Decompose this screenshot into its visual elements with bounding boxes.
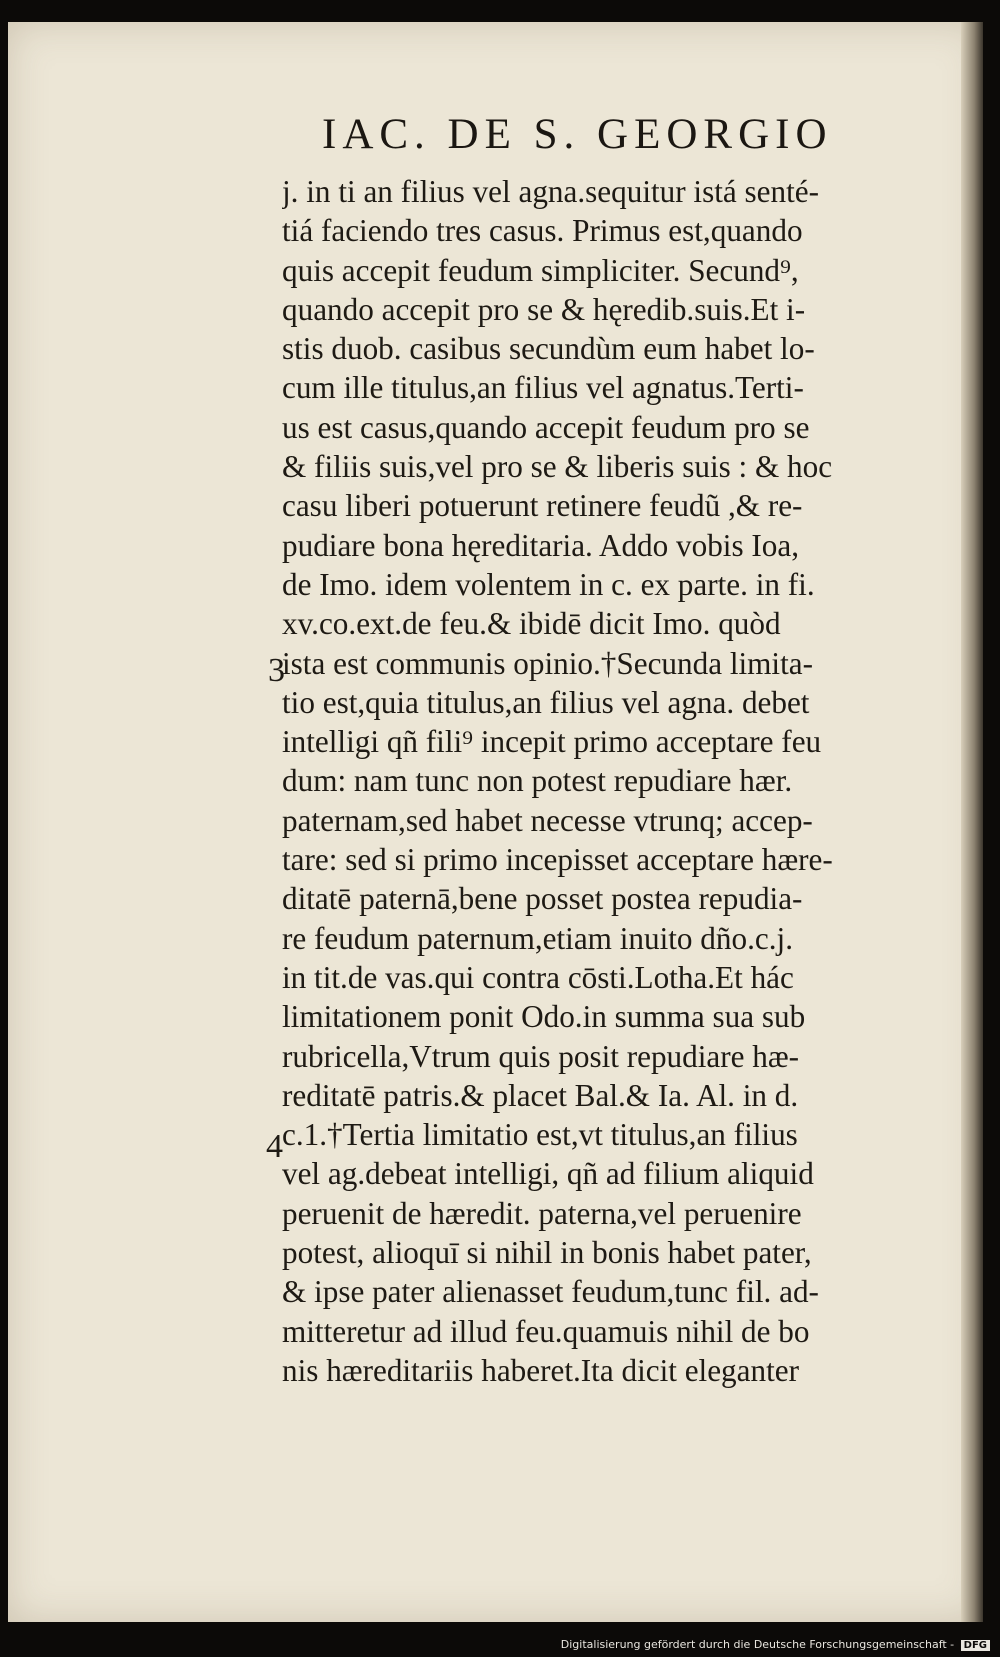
text-line: quando accepit pro se & hęredib.suis.Et i- [282, 291, 806, 327]
text-line: nis hæreditariis haberet.Ita dicit eleganter [282, 1352, 799, 1388]
text-line: de Imo. idem volentem in c. ex parte. in fi. [282, 566, 815, 602]
text-line: dum: nam tunc non potest repudiare hær. [282, 763, 793, 799]
credit-text: Digitalisierung gefördert durch die Deutsche Forschungsgemeinschaft - [560, 1638, 955, 1651]
text-line: intelligi qñ fili⁹ incepit primo acceptare feu [282, 724, 822, 760]
text-line: limitationem ponit Odo.in summa sua sub [282, 999, 806, 1035]
text-line: j. in ti an filius vel agna.sequitur istá senté- [282, 174, 819, 209]
text-line: ista est communis opinio.†Secunda limita- [282, 645, 813, 681]
running-head: IAC. DE S. GEORGIO [322, 111, 833, 158]
text-line: casu liberi potuerunt retinere feudũ ,& re- [282, 488, 803, 524]
body-text [282, 172, 932, 1390]
margin-number: 4 [266, 1128, 283, 1165]
text-line: re feudum paternum,etiam inuito dño.c.j. [282, 920, 793, 956]
text-line: paternam,sed habet necesse vtrunq; accep- [282, 802, 813, 838]
text-line: reditatē patris.& placet Bal.& Ia. Al. in d. [282, 1077, 799, 1113]
text-line: peruenit de hæredit. paterna,vel peruenire [282, 1195, 802, 1231]
text-line: quis accepit feudum simpliciter. Secund⁹, [282, 252, 799, 288]
text-line: xv.co.ext.de feu.& ibidē dicit Imo. quòd [282, 606, 781, 642]
text-line: us est casus,quando accepit feudum pro se [282, 409, 810, 445]
dfg-logo: DFG [961, 1640, 990, 1651]
margin-number: 3 [268, 652, 285, 689]
text-line: & filiis suis,vel pro se & liberis suis : & hoc [282, 449, 833, 485]
digitization-credit [561, 1638, 990, 1651]
text-line: potest, alioquī si nihil in bonis habet pater, [282, 1235, 812, 1271]
text-line: pudiare bona hęreditaria. Addo vobis Ioa, [282, 527, 800, 563]
text-line: tare: sed si primo incepisset acceptare hære- [282, 842, 833, 878]
page-binding-edge [961, 22, 983, 1622]
text-line: c.1.†Tertia limitatio est,vt titulus,an filius [282, 1117, 798, 1153]
text-line: stis duob. casibus secundùm eum habet lo- [282, 331, 815, 367]
text-line: ditatē paternā,bene posset postea repudia- [282, 881, 803, 917]
text-line: in tit.de vas.qui contra cōsti.Lotha.Et hác [282, 959, 794, 995]
text-line: cum ille titulus,an filius vel agnatus.Terti- [282, 370, 804, 406]
text-line: tiá faciendo tres casus. Primus est,quando [282, 213, 803, 249]
text-line: & ipse pater alienasset feudum,tunc fil. ad- [282, 1274, 819, 1310]
text-line: vel ag.debeat intelligi, qñ ad filium aliquid [282, 1156, 814, 1192]
text-line: tio est,quia titulus,an filius vel agna. debet [282, 684, 810, 720]
text-line: mitteretur ad illud feu.quamuis nihil de bo [282, 1313, 810, 1349]
text-line: rubricella,Vtrum quis posit repudiare hæ- [282, 1038, 800, 1074]
